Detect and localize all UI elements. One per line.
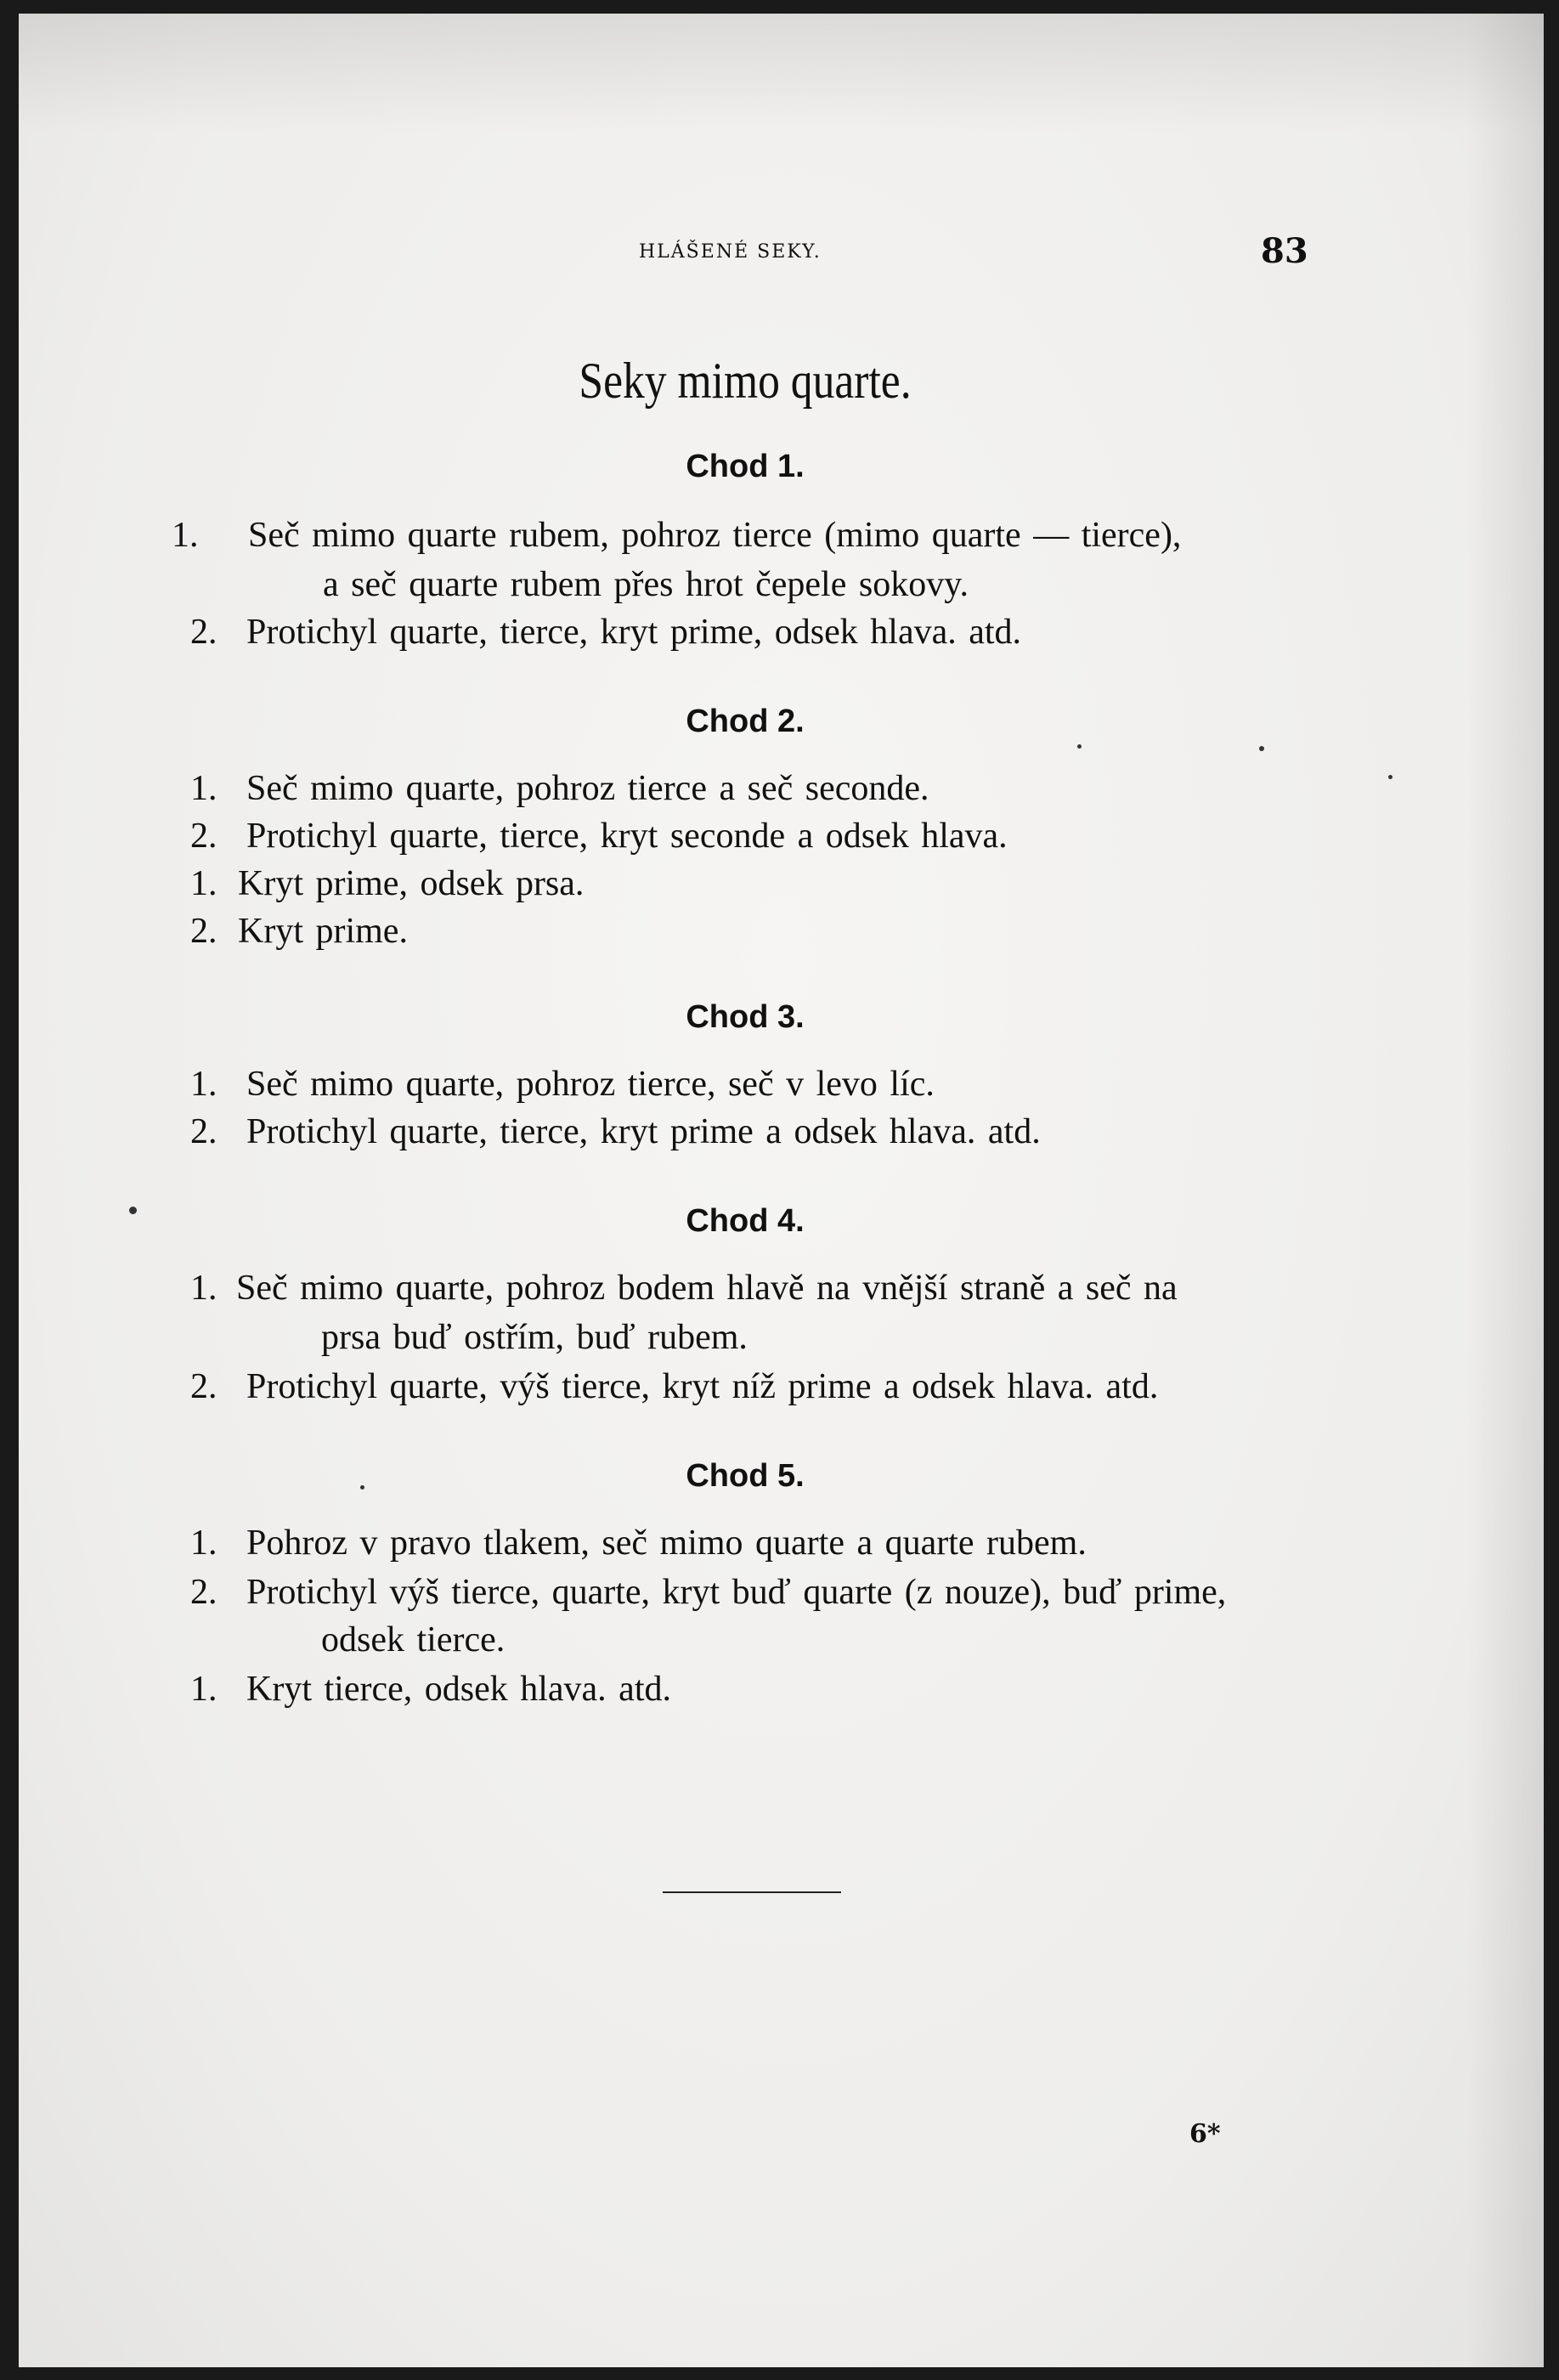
signature-mark: 6* [1189,2119,1221,2149]
line-text: Protichyl quarte, tierce, kryt seconde a odsek hlava. [246,817,1008,856]
line-text: Kryt prime, odsek prsa. [238,864,585,903]
line-number: 1. [190,769,217,808]
line-text: a seč quarte rubem přes hrot čepele sokovy. [323,565,969,604]
line-text: Protichyl výš tierce, quarte, kryt buď quarte (z nouze), buď prime, [246,1573,1227,1612]
page-number: 83 [1261,231,1308,271]
line-number: 1. [190,864,217,903]
chod-heading: Chod 2. [686,704,805,739]
line-number: 1. [190,1524,217,1563]
line-text: prsa buď ostřím, buď rubem. [321,1318,748,1357]
line-text: Seč mimo quarte rubem, pohroz tierce (mimo quarte — tierce), [248,516,1182,555]
chod-heading: Chod 1. [686,449,805,484]
scan-speck [1259,746,1264,751]
line-text: Kryt prime. [238,912,408,951]
line-text: Protichyl quarte, tierce, kryt prime a odsek hlava. atd. [246,1112,1041,1151]
line-number: 2. [190,1112,217,1151]
line-number: 2. [190,1573,217,1612]
scan-speck [1388,775,1392,779]
line-number: 2. [190,912,217,951]
chod-heading: Chod 3. [686,999,805,1035]
line-number: 2. [190,613,217,652]
page-shading-top [19,14,1544,133]
line-number: 1. [190,1670,217,1709]
line-text: odsek tierce. [321,1620,506,1659]
line-number: 2. [190,1367,217,1406]
scan-speck [360,1485,364,1490]
chod-heading: Chod 5. [686,1458,805,1494]
line-text: Protichyl quarte, výš tierce, kryt níž prime a odsek hlava. atd. [246,1367,1159,1406]
end-rule [663,1891,841,1893]
line-text: Protichyl quarte, tierce, kryt prime, odsek hlava. atd. [246,613,1022,652]
page-shading-right [1467,14,1544,2367]
chod-heading: Chod 4. [686,1203,805,1239]
line-text: Pohroz v pravo tlakem, seč mimo quarte a quarte rubem. [246,1524,1087,1563]
line-text: Seč mimo quarte, pohroz tierce a seč seconde. [246,769,929,808]
line-number: 1. [190,1269,217,1308]
scan-speck [129,1207,137,1214]
line-number: 1. [190,1065,217,1104]
section-title: Seky mimo quarte. [579,353,912,409]
line-number: 2. [190,817,217,856]
running-header: HLÁŠENÉ SEKY. [639,241,822,263]
book-page [19,14,1544,2367]
line-number: 1. [172,516,199,555]
line-text: Kryt tierce, odsek hlava. atd. [246,1670,671,1709]
line-text: Seč mimo quarte, pohroz bodem hlavě na vnější straně a seč na [236,1269,1178,1308]
line-text: Seč mimo quarte, pohroz tierce, seč v levo líc. [246,1065,935,1104]
scan-speck [1077,744,1082,749]
